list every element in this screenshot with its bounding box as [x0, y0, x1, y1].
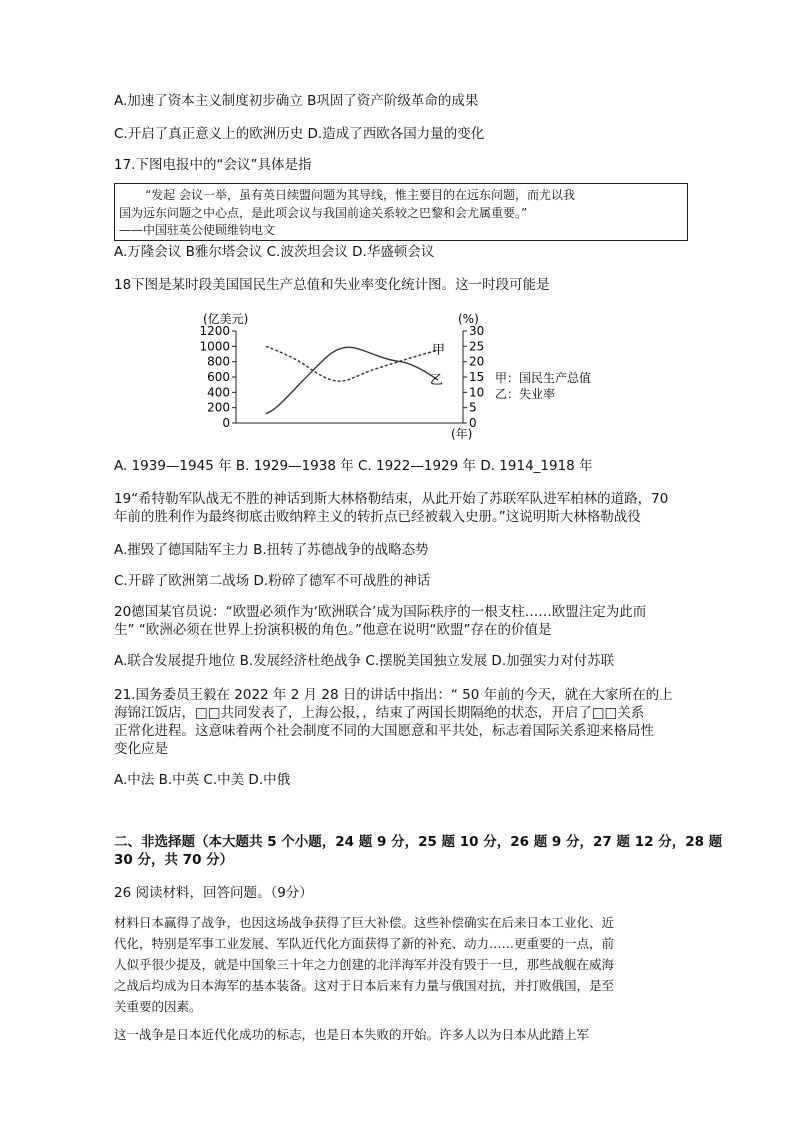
q19-option-cd: C.开辟了欧洲第二战场 D.粉碎了德军不可战胜的神话	[114, 573, 431, 589]
q17-stem: 17.下图电报中的“会议”具体是指	[114, 157, 312, 173]
left-axis-unit: (亿美元)	[203, 312, 249, 326]
legend-yi: 乙：失业率	[495, 387, 556, 401]
telegram-line-1: “发起 会议一举，虽有英日续盟问题为其导线，惟主要目的在远东问题，而尤以我	[145, 188, 575, 202]
q26-material-line-5: 关重要的因素。	[114, 999, 202, 1014]
q19-option-ab: A.摧毁了德国陆军主力 B.扭转了苏德战争的战略态势	[114, 542, 429, 558]
q17-options: A.万隆会议 B雅尔塔会议 C.波茨坦会议 D.华盛顿会议	[114, 244, 435, 260]
series-line-jia	[266, 346, 438, 381]
q21-line-4: 变化应是	[114, 741, 168, 757]
q26-material-line-1: 材料日本赢得了战争，也因这场战争获得了巨大补偿。这些补偿确实在后来日本工业化、近	[114, 915, 615, 930]
right-tick-label: 0	[469, 416, 477, 430]
gnp-unemployment-chart	[195, 305, 615, 445]
left-tick-label: 400	[207, 385, 230, 400]
q26-material-line-3: 人似乎很少提及，就是中国象三十年之力创建的北洋海军并没有毁于一旦，那些战舰在威海	[114, 957, 615, 972]
telegram-quote-box	[114, 183, 688, 241]
q26-material-line-4: 之战后均成为日本海军的基本装备。这对于日本后来有力量与俄国对抗，并打败俄国，是至	[114, 978, 615, 993]
q16-option-cd: C.开启了真正意义上的欧洲历史 D.造成了西欧各国力量的变化	[114, 126, 485, 142]
q21-options: A.中法 B.中英 C.中美 D.中俄	[114, 772, 291, 788]
left-tick-label: 1200	[199, 324, 230, 338]
left-tick-label: 1000	[199, 339, 230, 354]
q20-line-1: 20德国某官员说：“欧盟必须作为‘欧洲联合’成为国际秩序的一根支柱……欧盟注定为此而	[114, 604, 647, 620]
left-tick-label: 0	[222, 416, 230, 430]
telegram-line-2: 国为远东问题之中心点，是此项会议与我国前途关系较之巴黎和会尤属重要。”	[119, 206, 528, 220]
section2-heading-line-2: 30 分，共 70 分）	[114, 852, 234, 868]
q19-line-1: 19“希特勒军队战无不胜的神话到斯大林格勒结束，从此开始了苏联军队进军柏林的道路，70	[114, 491, 669, 507]
q20-line-2: 生” “欧洲必须在世界上扮演积极的角色。”他意在说明“欧盟”存在的价值是	[114, 622, 552, 638]
q26-material-line-2: 代化，特别是军事工业发展、军队近代化方面获得了新的补充、动力……更重要的一点，前	[114, 936, 615, 951]
q20-options: A.联合发展提升地位 B.发展经济杜绝战争 C.摆脱美国独立发展 D.加强实力对付苏联	[114, 653, 615, 669]
q16-option-ab: A.加速了资本主义制度初步确立 B巩固了资产阶级革命的成果	[114, 93, 479, 109]
q26-material-line-6: 这一战争是日本近代化成功的标志，也是日本失败的开始。许多人以为日本从此踏上军	[114, 1027, 590, 1042]
left-tick-label: 600	[207, 370, 230, 384]
series-label-yi: 乙	[430, 373, 444, 388]
telegram-source: ——中国驻英公使顾维钧电文	[119, 223, 276, 237]
section2-heading-line-1: 二、非选择题（本大题共 5 个小题，24 题 9 分，25 题 10 分，26 题 9 分，27 题 12 分，28 题	[114, 834, 723, 850]
right-tick-label: 25	[469, 339, 485, 354]
right-tick-label: 20	[469, 354, 485, 369]
q19-line-2: 年前的胜利作为最终彻底击败纳粹主义的转折点已经被载入史册。”这说明斯大林格勒战役	[114, 509, 641, 525]
series-line-yi	[266, 347, 438, 414]
right-tick-label: 15	[469, 370, 485, 384]
q21-line-1: 21.国务委员王毅在 2022 年 2 月 28 日的讲话中指出：“ 50 年前的今天，就在大家所在的上	[114, 687, 673, 703]
legend-jia: 甲：国民生产总值	[495, 371, 592, 385]
q18-stem: 18下图是某时段美国国民生产总值和失业率变化统计图。这一时段可能是	[114, 277, 550, 293]
q21-line-3: 正常化进程。这意味着两个社会制度不同的大国愿意和平共处，标志着国际关系迎来格局性	[114, 723, 654, 739]
q18-options: A. 1939—1945 年 B. 1929—1938 年 C. 1922—1929 年 D. 1914_1918 年	[114, 458, 593, 474]
right-tick-label: 10	[469, 385, 485, 400]
right-axis-unit: (%)	[458, 312, 479, 326]
q21-line-2: 海锦江饭店，□□共同发表了，上海公报，，结束了两国长期隔绝的状态，开启了□□关系	[114, 705, 645, 721]
x-axis-unit: (年)	[451, 427, 473, 441]
q26-stem: 26 阅读材料，回答问题。（9分）	[114, 885, 313, 901]
left-tick-label: 800	[207, 354, 230, 369]
series-label-jia: 甲	[432, 343, 446, 358]
left-tick-label: 200	[207, 400, 230, 415]
right-tick-label: 5	[469, 400, 477, 415]
right-tick-label: 30	[469, 324, 485, 338]
